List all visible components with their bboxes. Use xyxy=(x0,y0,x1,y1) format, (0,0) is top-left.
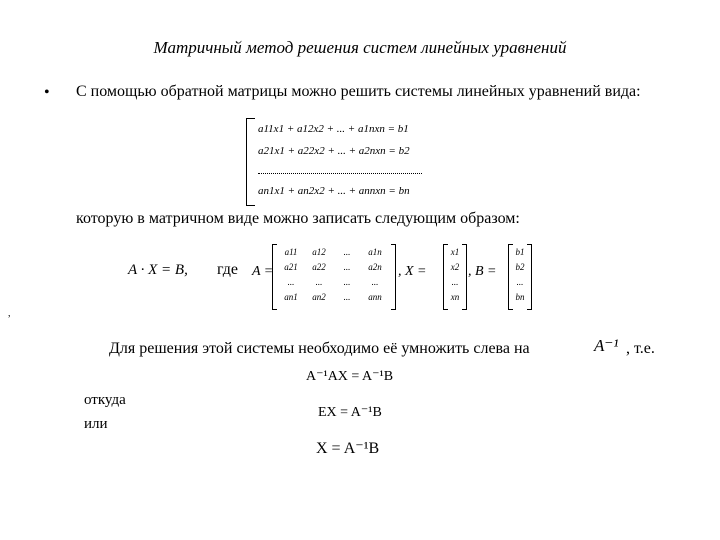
matA-cell: ... xyxy=(315,277,323,287)
matrix-x xyxy=(443,244,467,310)
bullet-mark: • xyxy=(44,84,50,101)
system-line-n: an1x1 + an2x2 + ... + annxn = bn xyxy=(258,185,410,197)
system-line-1: a11x1 + a12x2 + ... + a1nxn = b1 xyxy=(258,123,409,135)
equation-1: A⁻¹AX = A⁻¹B xyxy=(306,369,394,384)
matrix-b xyxy=(508,244,532,310)
matA-cell: a12 xyxy=(312,247,326,257)
matX-cell: x2 xyxy=(450,262,460,272)
matA-cell: an1 xyxy=(284,292,298,302)
matA-cell: a1n xyxy=(368,247,382,257)
equation-system xyxy=(248,117,428,205)
stray-comma: , xyxy=(8,308,11,319)
equation-3: X = A⁻¹B xyxy=(316,440,380,457)
matA-cell: ... xyxy=(371,277,379,287)
matA-cell: ... xyxy=(287,277,295,287)
matB-cell: b2 xyxy=(515,262,525,272)
matA-cell: ... xyxy=(343,247,351,257)
ili-text: или xyxy=(84,416,108,432)
matA-cell: an2 xyxy=(312,292,326,302)
main-equation: A · X = B, xyxy=(128,262,188,278)
where-word: где xyxy=(217,261,239,278)
otkuda-text: откуда xyxy=(84,392,126,408)
page-title: Матричный метод решения систем линейных уравнений xyxy=(153,38,567,57)
matB-cell: bn xyxy=(515,292,525,302)
matA-cell: a2n xyxy=(368,262,382,272)
te-text: , т.е. xyxy=(626,340,655,357)
matrix-a-label: A = xyxy=(252,264,274,279)
matX-cell: x1 xyxy=(450,247,460,257)
equation-2: EX = A⁻¹B xyxy=(318,405,382,420)
matA-cell: ann xyxy=(368,292,382,302)
matA-cell: a11 xyxy=(284,247,298,257)
matA-cell: a21 xyxy=(284,262,298,272)
solve-text: Для решения этой системы необходимо её умножить слева на xyxy=(109,340,530,357)
intro-text: С помощью обратной матрицы можно решить системы линейных уравнений вида: xyxy=(76,83,641,100)
system-dotted-row xyxy=(258,173,422,174)
matrix-b-label: , B = xyxy=(468,264,497,279)
matB-cell: ... xyxy=(516,277,524,287)
matA-cell: a22 xyxy=(312,262,326,272)
matA-cell: ... xyxy=(343,277,351,287)
matB-cell: b1 xyxy=(515,247,525,257)
matX-cell: xn xyxy=(450,292,460,302)
matrix-a xyxy=(272,244,396,310)
matX-cell: ... xyxy=(451,277,459,287)
matrix-intro-text: которую в матричном виде можно записать следующим образом: xyxy=(76,210,520,227)
matA-cell: ... xyxy=(343,262,351,272)
a-inverse-symbol: A⁻¹ xyxy=(594,336,619,355)
matA-cell: ... xyxy=(343,292,351,302)
matrix-x-label: , X = xyxy=(398,264,427,279)
system-line-2: a21x1 + a22x2 + ... + a2nxn = b2 xyxy=(258,145,410,157)
